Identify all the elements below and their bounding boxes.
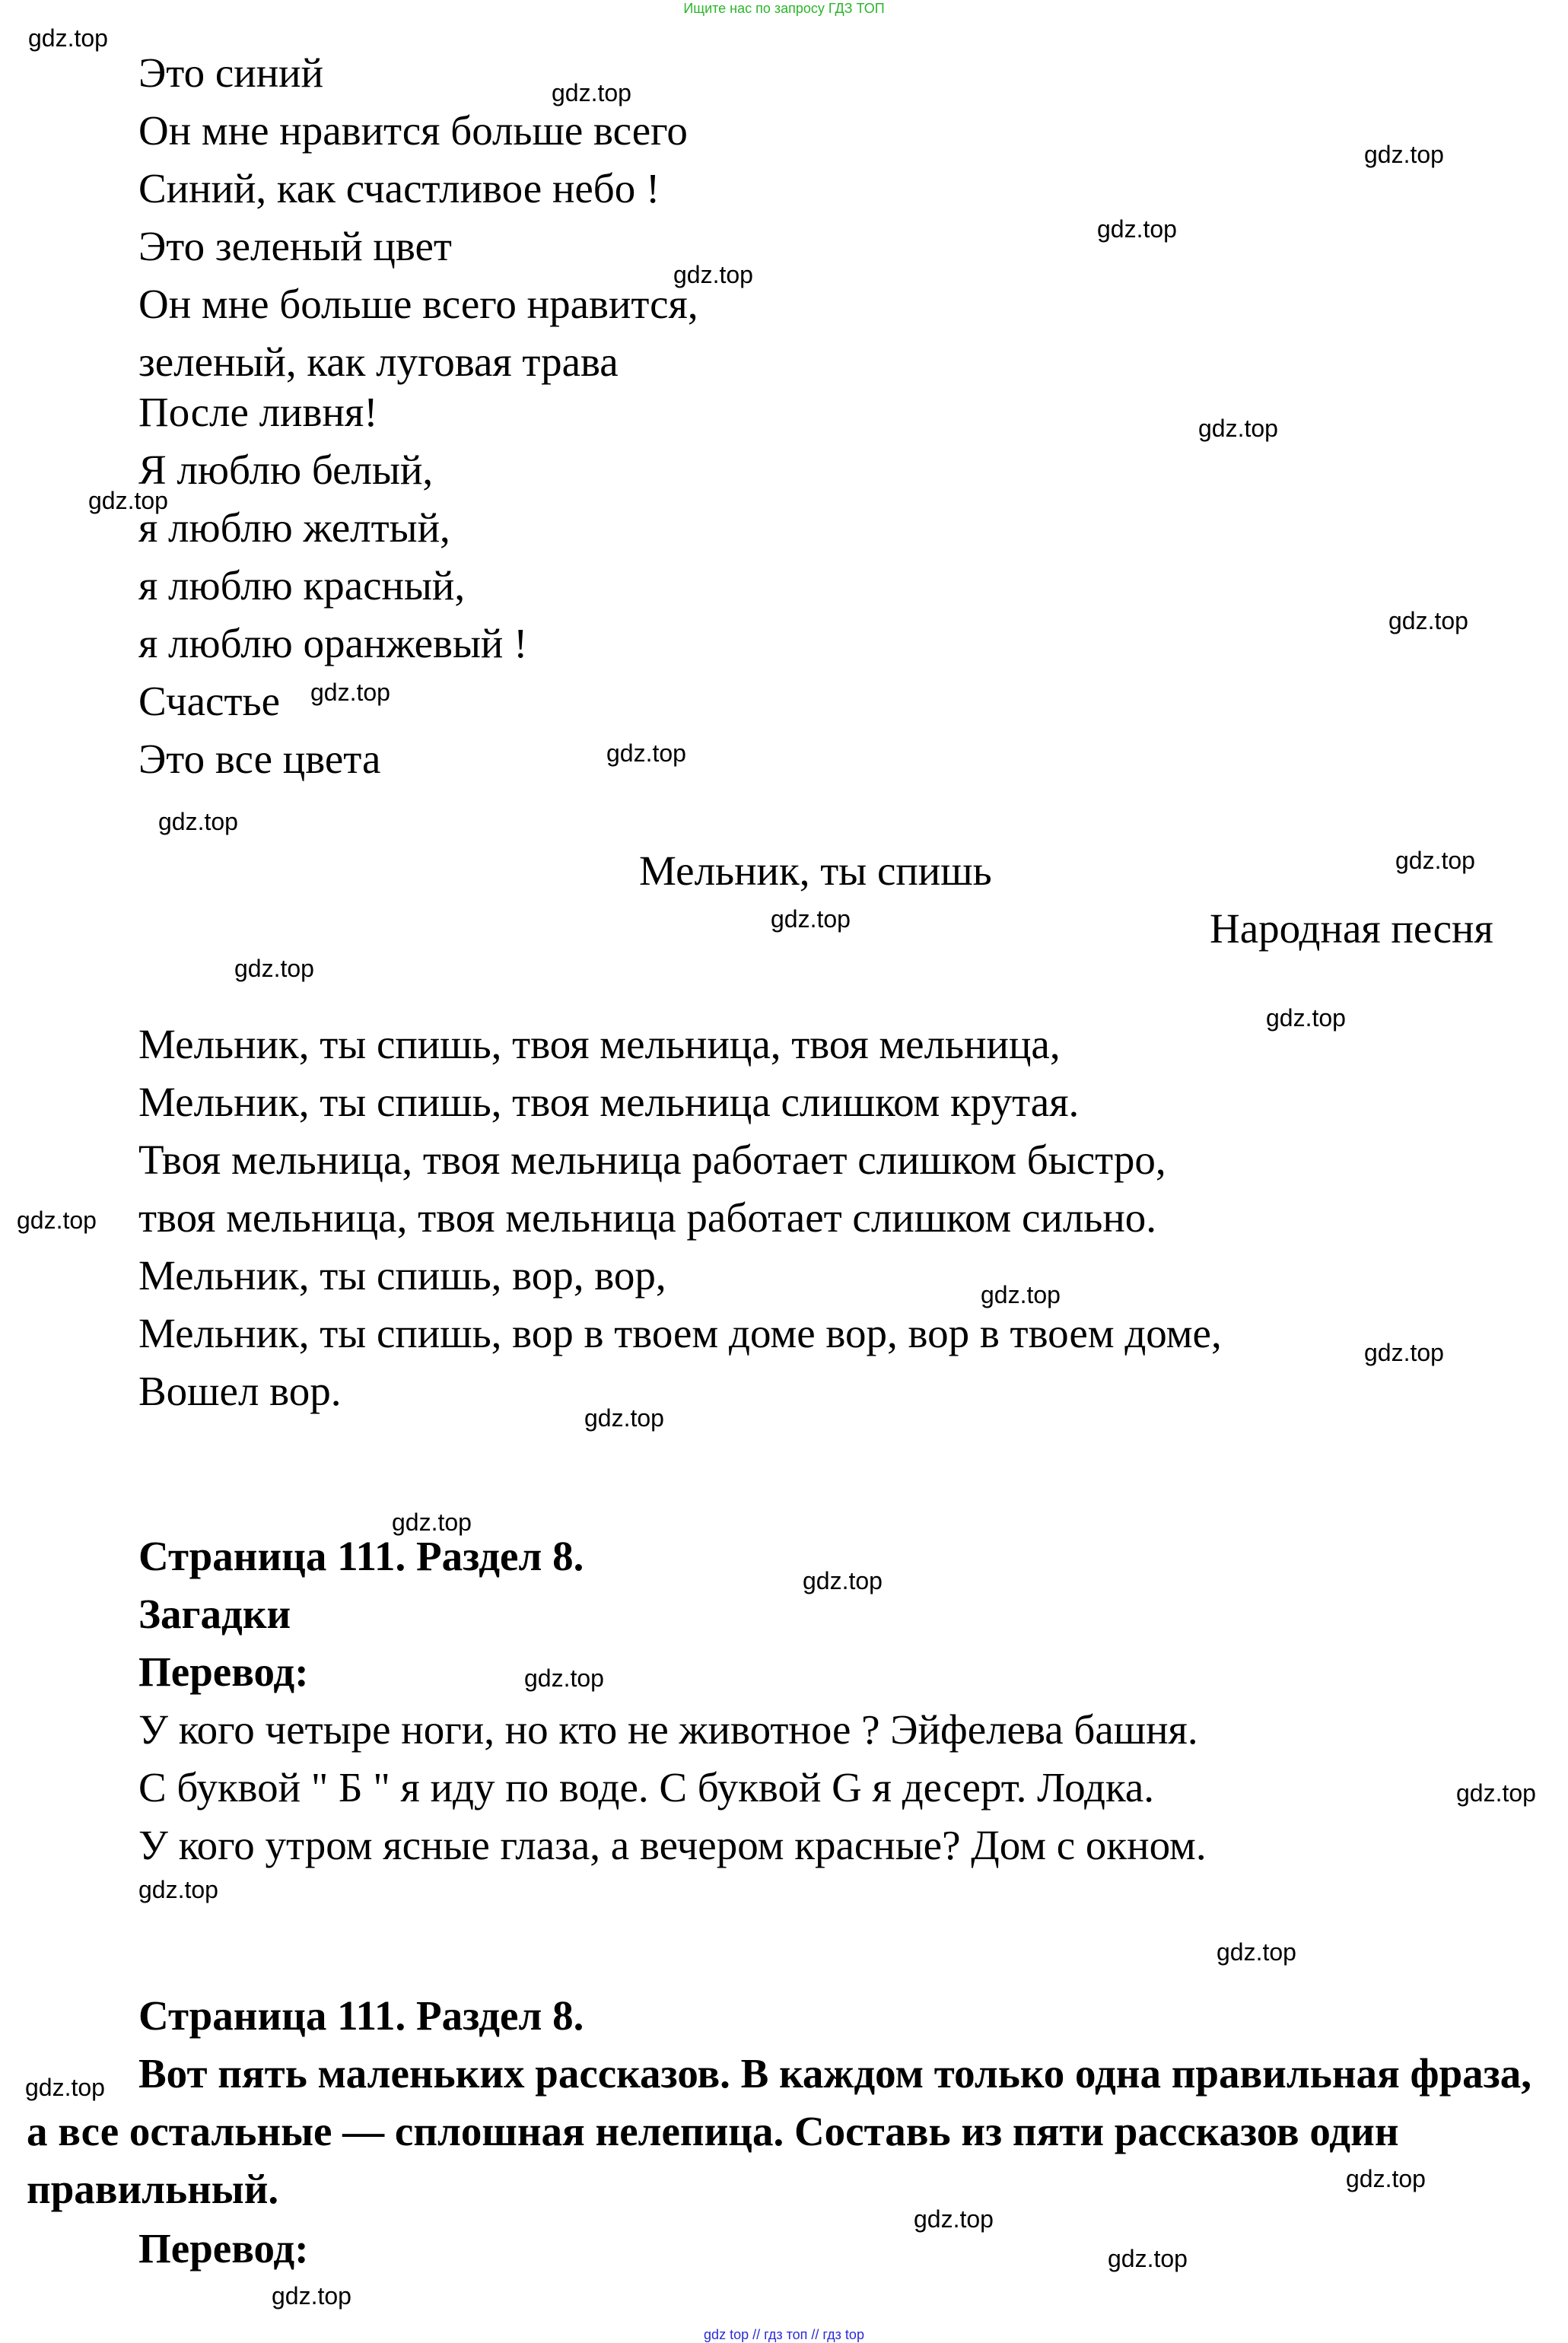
bottom-banner: gdz top // гдз топ // гдз top xyxy=(704,2327,864,2342)
watermark: gdz.top xyxy=(25,2074,105,2101)
watermark: gdz.top xyxy=(673,261,753,288)
watermark: gdz.top xyxy=(1388,607,1468,634)
poem-line: я люблю желтый, xyxy=(138,504,450,551)
poem-line: Это все цвета xyxy=(138,736,381,782)
watermark: gdz.top xyxy=(1217,1938,1296,1966)
watermark: gdz.top xyxy=(1346,2165,1426,2192)
poem-line: я люблю оранжевый ! xyxy=(138,620,528,666)
poem-line: Я люблю белый, xyxy=(138,447,434,493)
section-heading: Страница 111. Раздел 8. xyxy=(138,1992,584,2039)
watermark: gdz.top xyxy=(310,679,390,706)
poem-line: Он мне больше всего нравится, xyxy=(138,281,698,327)
song-subtitle: Народная песня xyxy=(1210,905,1493,952)
watermark: gdz.top xyxy=(606,739,686,767)
watermark: gdz.top xyxy=(138,1876,218,1903)
poem-line: Это зеленый цвет xyxy=(138,223,452,269)
song-line: Твоя мельница, твоя мельница работает слишком быстро, xyxy=(138,1137,1166,1183)
section-heading: Страница 111. Раздел 8. xyxy=(138,1533,584,1579)
translation-label: Перевод: xyxy=(138,1648,309,1695)
watermark: gdz.top xyxy=(524,1664,604,1692)
song-line: Вошел вор. xyxy=(138,1368,342,1414)
watermark: gdz.top xyxy=(584,1404,664,1432)
watermark: gdz.top xyxy=(552,79,631,106)
translation-label: Перевод: xyxy=(138,2225,309,2271)
song-line: твоя мельница, твоя мельница работает слишком сильно. xyxy=(138,1194,1157,1241)
watermark: gdz.top xyxy=(272,2282,351,2310)
song-line: Мельник, ты спишь, твоя мельница, твоя мельница, xyxy=(138,1021,1061,1067)
task-paragraph: Вот пять маленьких рассказов. В каждом только одна правильная фраза, а все остальные — сплошная нелепица. Составь из пяти рассказов один правильный. xyxy=(27,2050,1532,2212)
song-line: Мельник, ты спишь, вор в твоем доме вор, вор в твоем доме, xyxy=(138,1310,1222,1356)
riddle-line: У кого утром ясные глаза, а вечером красные? Дом с окном. xyxy=(138,1822,1207,1868)
song-line: Мельник, ты спишь, вор, вор, xyxy=(138,1252,666,1299)
watermark: gdz.top xyxy=(1364,141,1444,168)
poem-line: Счастье xyxy=(138,678,280,724)
watermark: gdz.top xyxy=(158,808,238,835)
song-title: Мельник, ты спишь xyxy=(639,847,992,894)
watermark: gdz.top xyxy=(392,1508,472,1536)
watermark: gdz.top xyxy=(17,1206,97,1234)
poem-line: Синий, как счастливое небо ! xyxy=(138,165,660,211)
watermark: gdz.top xyxy=(981,1281,1061,1308)
riddle-line: У кого четыре ноги, но кто не животное ? Эйфелева башня. xyxy=(138,1706,1198,1753)
watermark: gdz.top xyxy=(1395,847,1475,874)
poem-line: После ливня! xyxy=(138,389,378,435)
watermark: gdz.top xyxy=(771,905,851,933)
watermark: gdz.top xyxy=(1456,1779,1536,1807)
poem-line: Это синий xyxy=(138,49,324,96)
watermark: gdz.top xyxy=(803,1567,883,1594)
poem-line: я люблю красный, xyxy=(138,562,466,609)
top-banner: Ищите нас по запросу ГДЗ ТОП xyxy=(683,1,885,16)
watermark: gdz.top xyxy=(1198,415,1278,442)
poem-line: зеленый, как луговая трава xyxy=(138,339,619,385)
watermark: gdz.top xyxy=(28,24,108,52)
section-subheading: Загадки xyxy=(138,1591,291,1637)
poem-line: Он мне нравится больше всего xyxy=(138,107,688,154)
song-line: Мельник, ты спишь, твоя мельница слишком крутая. xyxy=(138,1079,1080,1125)
riddle-line: С буквой " Б " я иду по воде. С буквой G я десерт. Лодка. xyxy=(138,1764,1155,1810)
watermark: gdz.top xyxy=(88,487,168,514)
watermark: gdz.top xyxy=(1097,215,1177,243)
watermark: gdz.top xyxy=(914,2205,994,2233)
watermark: gdz.top xyxy=(1364,1339,1444,1366)
watermark: gdz.top xyxy=(1266,1004,1346,1032)
watermark: gdz.top xyxy=(1108,2245,1188,2272)
watermark: gdz.top xyxy=(234,955,314,982)
